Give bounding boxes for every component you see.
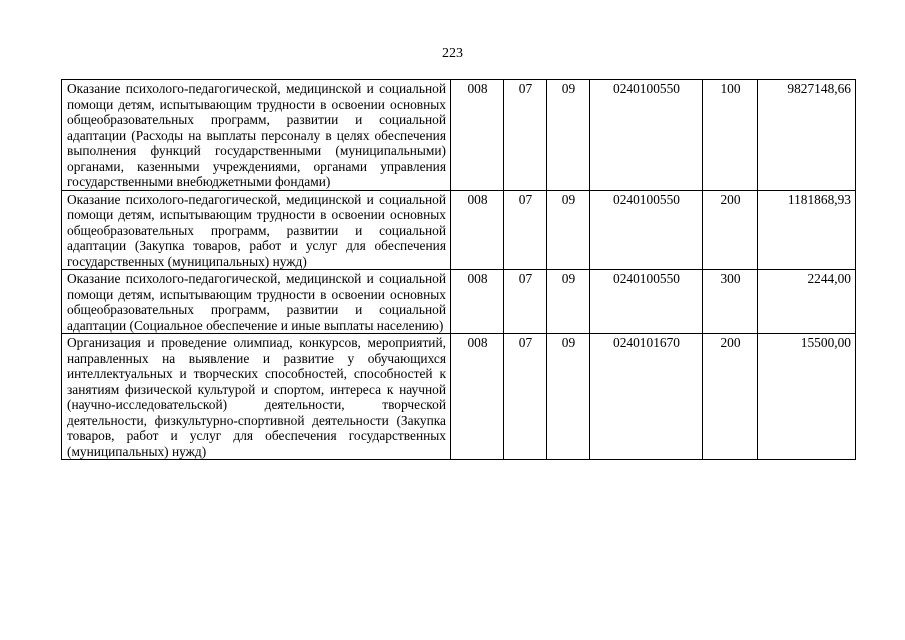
- table-row: [62, 270, 856, 334]
- expense-type-code: 100: [703, 80, 758, 191]
- section-code: 07: [504, 190, 547, 270]
- expense-type-code: 200: [703, 334, 758, 460]
- table-row: [62, 80, 856, 191]
- ministry-code: 008: [451, 334, 504, 460]
- section-code: 07: [504, 334, 547, 460]
- ministry-code: 008: [451, 80, 504, 191]
- ministry-code: 008: [451, 190, 504, 270]
- amount: 9827148,66: [758, 80, 856, 191]
- expense-type-code: 300: [703, 270, 758, 334]
- table-row: [62, 190, 856, 270]
- row-description: Оказание психолого-педагогической, медицинской и социальной помощи детям, испытывающим трудности в освоении основных общеобразовательных программ, развитии и социальной адаптации (Расходы на выплаты персоналу в целях обеспечения выполнения функций государственными (муниципальными) органами, казенными учреждениями, органами управления государственными внебюджетными фондами): [62, 80, 451, 191]
- subsection-code: 09: [547, 190, 590, 270]
- expense-type-code: 200: [703, 190, 758, 270]
- target-article-code: 0240100550: [590, 270, 703, 334]
- row-description: Оказание психолого-педагогической, медицинской и социальной помощи детям, испытывающим трудности в освоении основных общеобразовательных программ, развитии и социальной адаптации (Социальное обеспечение и иные выплаты населению): [62, 270, 451, 334]
- target-article-code: 0240100550: [590, 80, 703, 191]
- page-number: 223: [442, 46, 463, 61]
- subsection-code: 09: [547, 270, 590, 334]
- table-row: [62, 334, 856, 460]
- amount: 2244,00: [758, 270, 856, 334]
- amount: 15500,00: [758, 334, 856, 460]
- amount: 1181868,93: [758, 190, 856, 270]
- section-code: 07: [504, 80, 547, 191]
- row-description: Организация и проведение олимпиад, конкурсов, мероприятий, направленных на выявление и развитие у обучающихся интеллектуальных и творческих способностей, способностей к занятиям физической культурой и спортом, интереса к научной (научно-исследовательской) деятельности, творческой деятельности, физкультурно-спортивной деятельности (Закупка товаров, работ и услуг для обеспечения государственных (муниципальных) нужд): [62, 334, 451, 460]
- target-article-code: 0240100550: [590, 190, 703, 270]
- row-description: Оказание психолого-педагогической, медицинской и социальной помощи детям, испытывающим трудности в освоении основных общеобразовательных программ, развитии и социальной адаптации (Закупка товаров, работ и услуг для обеспечения государственных (муниципальных) нужд): [62, 190, 451, 270]
- budget-table: [61, 79, 856, 460]
- target-article-code: 0240101670: [590, 334, 703, 460]
- section-code: 07: [504, 270, 547, 334]
- subsection-code: 09: [547, 80, 590, 191]
- ministry-code: 008: [451, 270, 504, 334]
- subsection-code: 09: [547, 334, 590, 460]
